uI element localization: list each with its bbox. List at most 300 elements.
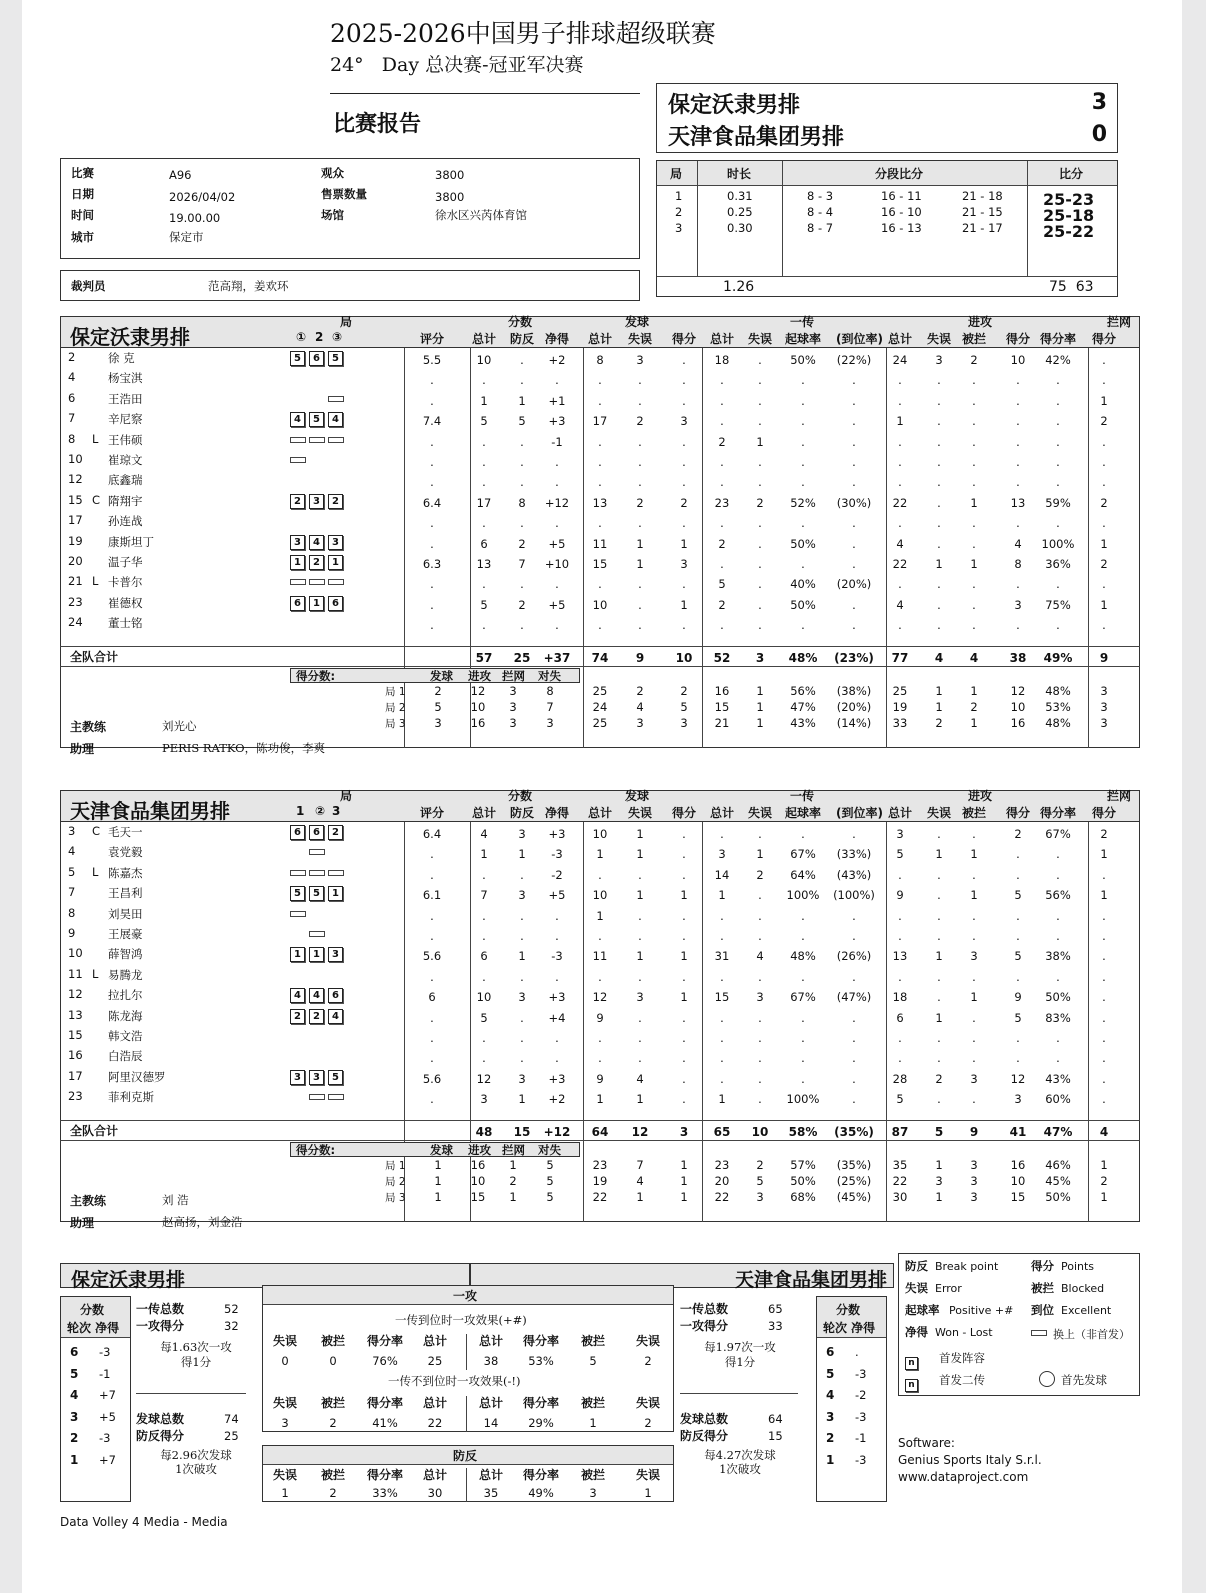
- software-website[interactable]: www.dataproject.com: [898, 1470, 1029, 1484]
- stat-cell: .: [430, 597, 434, 612]
- stat-cell: .: [801, 1010, 805, 1025]
- total-divider: [60, 646, 1140, 647]
- rotation-net: -3: [855, 1366, 867, 1381]
- software-label: Software:: [898, 1436, 955, 1450]
- stat-cell: .: [898, 1031, 902, 1045]
- per-set-stat: 25: [592, 684, 608, 698]
- per-set-points: 3: [546, 716, 554, 730]
- per-set-stat: 10: [1010, 700, 1026, 714]
- stat-cell: 6.1: [422, 888, 442, 903]
- stat-cell: 1: [970, 557, 978, 571]
- stat-cell: .: [720, 1010, 724, 1025]
- stat-cell: 59%: [1045, 495, 1071, 510]
- col-head: 评分: [419, 806, 444, 820]
- stat-cell: .: [972, 516, 976, 531]
- player-number: 20: [68, 554, 83, 568]
- stat-cell: 2: [636, 495, 644, 510]
- stat-cell: .: [1102, 990, 1106, 1005]
- total-divider-bottom: [60, 1140, 1140, 1141]
- stat-cell: .: [682, 455, 686, 469]
- per-set-points: 5: [546, 1174, 554, 1188]
- away-team-stats: [60, 790, 1140, 1254]
- per-set-label: 局 3: [385, 718, 406, 730]
- stat-cell: 5.5: [422, 353, 442, 367]
- set-cell: 8 - 3: [807, 189, 834, 203]
- away-serve-total: 64: [768, 1412, 783, 1426]
- player-name: 杨宝淇: [108, 371, 143, 386]
- stat-cell: 2: [935, 1071, 943, 1086]
- stat-cell: 5: [518, 414, 526, 429]
- player-number: 3: [68, 824, 76, 838]
- points-head: 进攻: [468, 1143, 491, 1157]
- per-set-points: 1: [509, 1158, 517, 1172]
- stat-cell: .: [598, 1031, 602, 1045]
- stat-cell: 1: [718, 888, 726, 903]
- substitute-icon: [290, 870, 306, 876]
- sideout-value: 49%: [528, 1486, 554, 1500]
- stat-cell: 12: [1010, 1071, 1026, 1086]
- stat-cell: 1: [636, 827, 644, 841]
- stat-cell: (26%): [836, 949, 872, 964]
- sideout-head: 总计: [422, 1396, 447, 1410]
- stat-cell: .: [430, 577, 434, 592]
- stat-cell: .: [682, 827, 686, 841]
- stat-cell: 5: [718, 577, 726, 592]
- stat-cell: 8: [518, 495, 526, 510]
- starting-position-box: 5: [290, 886, 305, 901]
- stat-cell: .: [1016, 847, 1020, 862]
- player-number: 12: [68, 987, 83, 1002]
- stat-cell: .: [801, 414, 805, 429]
- stat-cell: .: [758, 888, 762, 903]
- sideout-value: 5: [589, 1354, 597, 1368]
- stat-cell: .: [937, 393, 941, 408]
- rotation-number: 6: [70, 1345, 79, 1359]
- stat-cell: 4: [1014, 536, 1022, 551]
- home-serve-label: 发球总数: [136, 1412, 185, 1426]
- stat-cell: 6.3: [422, 557, 442, 571]
- per-set-stat: 1: [756, 716, 764, 730]
- col-head: 失误: [627, 332, 652, 346]
- rotation-net: +7: [99, 1388, 116, 1403]
- stat-cell: 3: [518, 1071, 526, 1086]
- per-set-stat: 1: [680, 1158, 688, 1172]
- total-cell: 15: [513, 1125, 531, 1139]
- stat-cell: .: [682, 1092, 686, 1107]
- stat-cell: .: [720, 557, 724, 571]
- set-cell: 0.25: [727, 205, 753, 219]
- stat-cell: .: [937, 1031, 941, 1045]
- stat-cell: .: [482, 969, 486, 984]
- stat-cell: .: [801, 1051, 805, 1066]
- substitute-icon: [328, 579, 344, 585]
- stat-cell: .: [1016, 393, 1020, 408]
- stat-cell: .: [682, 577, 686, 592]
- per-set-stat: 2: [1100, 1174, 1108, 1188]
- info-label-venue: 场馆: [321, 208, 344, 222]
- total-cell: 25: [513, 651, 531, 665]
- per-set-points: 3: [509, 716, 517, 730]
- sideout-value: 41%: [372, 1416, 398, 1430]
- stat-cell: 5: [896, 1092, 904, 1107]
- stat-cell: .: [682, 1010, 686, 1025]
- col-group-label: 进攻: [968, 315, 993, 329]
- stat-cell: .: [937, 455, 941, 469]
- stat-cell: .: [482, 516, 486, 531]
- starting-position-box: 1: [290, 555, 305, 570]
- stat-cell: 15: [592, 557, 608, 571]
- stat-cell: .: [852, 618, 856, 633]
- starting-position-box: 5: [290, 351, 305, 366]
- stat-cell: .: [1016, 434, 1020, 449]
- per-set-stat: 15: [714, 700, 730, 714]
- per-set-stat: 50%: [1045, 1190, 1071, 1204]
- stat-cell: 2: [756, 495, 764, 510]
- sideout-value: 3: [281, 1416, 289, 1430]
- total-cell: 9: [635, 651, 645, 665]
- sideout-head: 被拦: [580, 1468, 605, 1482]
- legend-desc: Break point: [935, 1260, 999, 1273]
- stat-cell: .: [682, 929, 686, 943]
- stat-cell: .: [972, 1031, 976, 1045]
- mid-divider: [466, 1396, 467, 1432]
- stat-cell: .: [482, 475, 486, 490]
- stat-cell: 2: [756, 867, 764, 882]
- total-cell: (35%): [834, 1125, 874, 1139]
- stat-cell: .: [1102, 1071, 1106, 1086]
- per-set-points: 1: [434, 1190, 442, 1204]
- player-number: 17: [68, 1068, 83, 1083]
- substitute-icon: [328, 437, 344, 443]
- sideout-head: 失误: [635, 1468, 660, 1482]
- away-so-points: 33: [768, 1319, 783, 1333]
- starting-position-box: 3: [328, 535, 343, 550]
- stat-cell: .: [852, 475, 856, 490]
- stat-cell: .: [1016, 1031, 1020, 1045]
- assistant-label: 助理: [70, 1216, 95, 1230]
- per-set-points: 3: [434, 716, 442, 730]
- stat-cell: 1: [935, 847, 943, 862]
- starting-position-box: 3: [290, 1070, 305, 1085]
- stat-cell: 100%: [1041, 536, 1075, 551]
- stat-cell: 5: [480, 597, 488, 612]
- stat-cell: .: [555, 929, 559, 943]
- stat-cell: .: [758, 536, 762, 551]
- stat-cell: .: [801, 618, 805, 633]
- stat-cell: .: [482, 373, 486, 388]
- player-role: C: [92, 492, 101, 507]
- set-cell: 21 - 15: [962, 205, 1003, 219]
- sets-head-set: 局: [670, 167, 683, 181]
- stat-cell: 1: [1100, 847, 1108, 862]
- stat-cell: .: [1016, 969, 1020, 984]
- player-name: 阿里汉德罗: [108, 1069, 166, 1084]
- stat-cell: .: [598, 577, 602, 592]
- stat-cell: .: [972, 929, 976, 943]
- player-name: 隋翔宇: [108, 493, 143, 508]
- stat-cell: .: [758, 929, 762, 943]
- stat-cell: .: [720, 1051, 724, 1066]
- stat-cell: .: [937, 373, 941, 388]
- stat-cell: 5.6: [422, 1071, 442, 1086]
- col-head: 总计: [587, 806, 612, 820]
- col-head: 得分率: [1040, 332, 1077, 346]
- stat-cell: .: [972, 827, 976, 841]
- set-cell: 0.31: [727, 189, 753, 203]
- stat-cell: +2: [548, 1092, 566, 1107]
- col-group-label: 发球: [625, 789, 650, 803]
- points-head: 拦网: [502, 669, 525, 683]
- home-rot-title: 分数: [80, 1303, 105, 1317]
- set-cell: 1: [675, 189, 683, 203]
- stat-cell: .: [598, 1051, 602, 1066]
- stat-cell: .: [972, 1092, 976, 1107]
- stat-cell: .: [682, 1071, 686, 1086]
- stat-cell: 60%: [1045, 1092, 1071, 1107]
- substitute-icon: [328, 1094, 344, 1100]
- starting-position-box: 3: [309, 1070, 324, 1085]
- rotation-net: -3: [99, 1345, 111, 1359]
- starting-position-box: 5: [328, 1070, 343, 1085]
- total-divider: [60, 1120, 1140, 1121]
- legend-term: 失误: [905, 1281, 928, 1295]
- stat-cell: +3: [548, 990, 566, 1005]
- stat-cell: 1: [636, 888, 644, 903]
- stat-cell: .: [937, 536, 941, 551]
- stat-cell: 3: [636, 353, 644, 367]
- stat-cell: 1: [935, 949, 943, 964]
- total-divider-bottom: [60, 666, 1140, 667]
- player-name: 卡普尔: [108, 575, 143, 590]
- legend-setter-label: 首发二传: [939, 1373, 985, 1387]
- stat-cell: .: [638, 393, 642, 408]
- stat-cell: 1: [518, 949, 526, 964]
- stat-cell: 1: [636, 847, 644, 862]
- per-set-stat: 57%: [790, 1158, 816, 1172]
- starting-position-box: 2: [328, 825, 343, 840]
- sideout-value: 33%: [372, 1486, 398, 1500]
- stat-cell: 5: [896, 847, 904, 862]
- substitute-icon: [290, 457, 306, 463]
- stat-cell: +5: [548, 888, 566, 903]
- stat-cell: .: [937, 908, 941, 923]
- stat-cell: .: [852, 536, 856, 551]
- per-set-stat: 3: [1100, 700, 1108, 714]
- sideout-value: 38: [483, 1354, 499, 1368]
- stat-cell: .: [758, 1071, 762, 1086]
- stat-cell: .: [852, 1051, 856, 1066]
- per-set-label: 局 1: [385, 1160, 406, 1172]
- sideout-box: [262, 1285, 674, 1432]
- stat-cell: 67%: [790, 990, 816, 1005]
- stat-cell: .: [758, 414, 762, 429]
- total-cell: 47%: [1043, 1125, 1073, 1139]
- stat-cell: 52%: [790, 495, 816, 510]
- stat-cell: (22%): [836, 353, 872, 367]
- per-set-stat: (25%): [836, 1174, 872, 1188]
- stat-cell: 100%: [786, 1092, 820, 1107]
- per-set-stat: 53%: [1045, 700, 1071, 714]
- stat-cell: .: [430, 847, 434, 862]
- stat-cell: 3: [480, 1092, 488, 1107]
- stat-cell: .: [520, 475, 524, 490]
- per-set-stat: 7: [636, 1158, 644, 1172]
- stat-cell: 2: [518, 597, 526, 612]
- per-set-stat: 46%: [1045, 1158, 1071, 1172]
- starting-position-box: 2: [309, 555, 324, 570]
- stat-cell: .: [937, 495, 941, 510]
- stat-cell: .: [638, 475, 642, 490]
- stat-cell: .: [598, 969, 602, 984]
- stat-cell: 50%: [790, 536, 816, 551]
- sets-head-mark: 3: [332, 804, 341, 818]
- total-cell: 64: [591, 1125, 609, 1139]
- stat-cell: .: [720, 475, 724, 490]
- stat-cell: .: [1056, 867, 1060, 882]
- stat-cell: .: [972, 373, 976, 388]
- stat-cell: 2: [970, 353, 978, 367]
- stat-cell: .: [972, 1051, 976, 1066]
- stat-cell: .: [720, 929, 724, 943]
- stat-cell: .: [1056, 577, 1060, 592]
- stat-cell: .: [520, 1051, 524, 1066]
- col-head: 起球率: [785, 806, 822, 820]
- sideout-value: 1: [281, 1486, 289, 1500]
- per-set-points: 3: [509, 684, 517, 698]
- stat-cell: .: [758, 557, 762, 571]
- stat-cell: .: [1056, 414, 1060, 429]
- stat-cell: .: [482, 434, 486, 449]
- stat-cell: 6: [480, 536, 488, 551]
- stat-cell: .: [1102, 867, 1106, 882]
- total-cell: 4: [1099, 1125, 1109, 1139]
- total-cell: 58%: [788, 1125, 818, 1139]
- stat-cell: 9: [596, 1071, 604, 1086]
- legend-desc: 换上（非首发）: [1053, 1328, 1130, 1341]
- player-number: 11: [68, 966, 83, 981]
- per-set-stat: 3: [756, 1190, 764, 1204]
- rotation-net: -3: [855, 1453, 867, 1467]
- home-team-name: 保定沃隶男排: [668, 93, 801, 118]
- page-subtitle: 24° Day 总决赛-冠亚军决赛: [330, 54, 584, 76]
- sets-head-score: 比分: [1059, 167, 1084, 181]
- sideout-value: 0: [329, 1354, 337, 1368]
- player-name: 陈龙海: [108, 1008, 143, 1023]
- stat-cell: .: [482, 455, 486, 469]
- per-set-stat: (45%): [836, 1190, 872, 1204]
- stat-cell: .: [972, 597, 976, 612]
- legend-starting-label: 首发阵容: [939, 1351, 985, 1365]
- sideout-head: 失误: [272, 1468, 297, 1482]
- info-tickets: 3800: [435, 190, 465, 204]
- substitute-icon: [290, 579, 306, 585]
- col-head: 总计: [471, 332, 496, 346]
- sideout-value: 14: [483, 1416, 499, 1430]
- stat-cell: 1: [1100, 393, 1108, 408]
- stat-cell: .: [972, 536, 976, 551]
- sideout-head: 总计: [422, 1468, 447, 1482]
- away-recv-label: 一传总数: [680, 1302, 729, 1316]
- sideout-value: 35: [483, 1486, 499, 1500]
- rotation-number: 4: [826, 1388, 835, 1403]
- stat-cell: 2: [1100, 495, 1108, 510]
- sideout-value: 2: [329, 1416, 337, 1430]
- total-cell: 3: [679, 1125, 689, 1139]
- stat-cell: .: [720, 908, 724, 923]
- stat-cell: .: [430, 475, 434, 490]
- sideout-head: 被拦: [580, 1334, 605, 1348]
- stat-cell: .: [1016, 516, 1020, 531]
- player-number: 10: [68, 946, 83, 961]
- col-head: 总计: [887, 806, 912, 820]
- stat-cell: .: [555, 455, 559, 469]
- col-group-label: 一传: [790, 315, 815, 329]
- player-name: 薛智鸿: [108, 947, 143, 962]
- stat-cell: .: [898, 577, 902, 592]
- player-role: L: [92, 431, 99, 446]
- stat-cell: +3: [548, 827, 566, 841]
- stat-cell: .: [852, 1031, 856, 1045]
- stat-cell: 7: [480, 888, 488, 903]
- stat-cell: 3: [518, 888, 526, 903]
- info-label-time: 时间: [71, 208, 94, 222]
- stat-cell: .: [482, 577, 486, 592]
- stat-cell: 1: [970, 847, 978, 862]
- legend-desc: Won - Lost: [935, 1326, 993, 1339]
- per-set-stat: 30: [892, 1190, 908, 1204]
- per-set-stat: 3: [636, 716, 644, 730]
- player-number: 9: [68, 926, 76, 940]
- stat-cell: .: [555, 618, 559, 633]
- player-name: 董士铭: [108, 616, 143, 631]
- starting-position-box: 2: [290, 494, 305, 509]
- per-set-stat: 2: [636, 684, 644, 698]
- stat-cell: .: [638, 434, 642, 449]
- player-name: 拉扎尔: [108, 988, 143, 1003]
- stat-cell: 1: [680, 990, 688, 1005]
- stat-cell: .: [555, 475, 559, 490]
- page-title: 2025-2026中国男子排球超级联赛: [330, 19, 716, 48]
- player-number: 4: [68, 370, 76, 385]
- per-set-stat: 23: [714, 1158, 730, 1172]
- rotation-number: 2: [826, 1431, 835, 1446]
- stat-cell: 3: [680, 414, 688, 429]
- stat-cell: 2: [680, 495, 688, 510]
- stat-cell: 10: [592, 597, 608, 612]
- stat-cell: .: [852, 455, 856, 469]
- stat-cell: .: [852, 908, 856, 923]
- per-set-stat: 22: [892, 1174, 908, 1188]
- per-set-stat: 3: [680, 716, 688, 730]
- player-role: L: [92, 864, 99, 879]
- stat-cell: 4: [636, 1071, 644, 1086]
- stat-cell: .: [1102, 373, 1106, 388]
- stat-cell: 1: [1100, 536, 1108, 551]
- col-group-label: 局: [340, 789, 353, 803]
- points-label: 得分数:: [296, 1143, 336, 1157]
- stat-cell: .: [937, 597, 941, 612]
- stat-cell: 1: [935, 557, 943, 571]
- col-head: 得分: [671, 332, 696, 346]
- starting-position-box: 4: [290, 988, 305, 1003]
- per-set-stat: 1: [935, 1158, 943, 1172]
- stat-cell: .: [801, 455, 805, 469]
- stat-cell: .: [1016, 373, 1020, 388]
- total-cell: 49%: [1043, 651, 1073, 665]
- stat-cell: .: [801, 827, 805, 841]
- legend-term: 被拦: [1031, 1281, 1054, 1295]
- per-set-stat: 56%: [790, 684, 816, 698]
